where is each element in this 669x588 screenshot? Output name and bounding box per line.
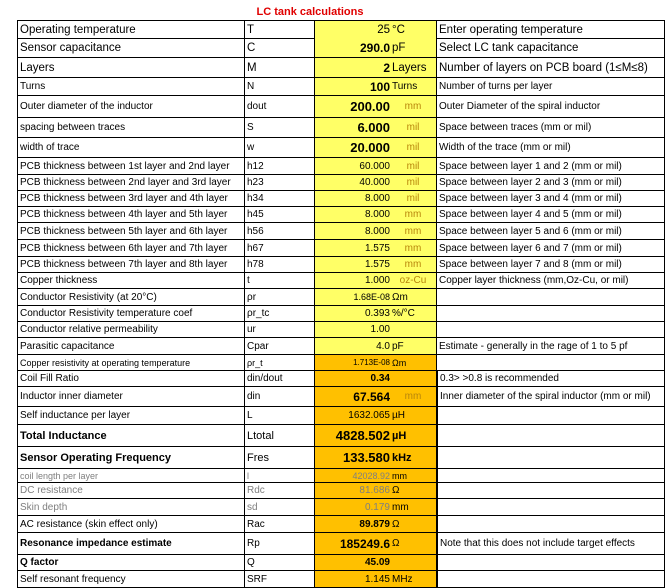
row-symbol: M	[245, 58, 315, 78]
row-unit: mm	[391, 499, 437, 516]
table-row	[17, 118, 665, 138]
table-row	[17, 338, 665, 355]
row-value-cell[interactable]: 67.564	[315, 387, 391, 407]
table-row	[17, 78, 665, 96]
table-row	[17, 158, 665, 175]
row-label: PCB thickness between 7th layer and 8th layer	[17, 257, 245, 273]
row-value-cell[interactable]: 81.686	[315, 483, 391, 499]
row-unit: mil	[391, 138, 437, 158]
row-value-cell[interactable]: 0.34	[315, 371, 391, 387]
row-unit: oz-Cu	[391, 273, 437, 289]
row-note	[437, 322, 665, 338]
table-row	[17, 407, 665, 425]
row-unit: µH	[391, 407, 437, 425]
row-symbol: t	[245, 273, 315, 289]
table-row	[17, 175, 665, 191]
row-symbol: SRF	[245, 571, 315, 588]
row-unit: mm	[391, 257, 437, 273]
row-label: spacing between traces	[17, 118, 245, 138]
row-note: Enter operating temperature	[437, 21, 665, 39]
row-value-cell[interactable]: 1.68E-08	[315, 289, 391, 306]
row-unit: mil	[391, 175, 437, 191]
row-symbol: dout	[245, 96, 315, 118]
row-label: Total Inductance	[17, 425, 245, 447]
row-unit: Ωm	[391, 289, 437, 306]
row-note: Space between layer 3 and 4 (mm or mil)	[437, 191, 665, 207]
row-unit: %/°C	[391, 306, 437, 322]
row-note: Space between layer 6 and 7 (mm or mil)	[437, 240, 665, 257]
row-symbol: h45	[245, 207, 315, 223]
row-symbol: h12	[245, 158, 315, 175]
row-value-cell[interactable]: 1.713E-08	[315, 355, 391, 371]
table-row	[17, 138, 665, 158]
table-row	[17, 387, 665, 407]
row-value-cell[interactable]: 0.179	[315, 499, 391, 516]
row-note: Space between layer 1 and 2 (mm or mil)	[437, 158, 665, 175]
row-unit: Ω	[391, 533, 437, 555]
row-unit: °C	[391, 21, 437, 39]
row-symbol: N	[245, 78, 315, 96]
row-value-cell[interactable]: 1632.065	[315, 407, 391, 425]
row-note: Space between layer 7 and 8 (mm or mil)	[437, 257, 665, 273]
row-label: Layers	[17, 58, 245, 78]
row-note	[437, 469, 665, 483]
row-unit: mm	[391, 96, 437, 118]
row-note: Outer Diameter of the spiral inductor	[437, 96, 665, 118]
row-symbol: T	[245, 21, 315, 39]
row-value-cell[interactable]: 1.575	[315, 257, 391, 273]
row-symbol: din/dout	[245, 371, 315, 387]
row-note: Inner diameter of the spiral inductor (mm or mil)	[437, 387, 665, 407]
row-value-cell[interactable]: 100	[315, 78, 391, 96]
row-unit: Ω	[391, 483, 437, 499]
table-row	[17, 499, 665, 516]
table-row	[17, 469, 665, 483]
table-row	[17, 20, 665, 39]
table-row	[17, 257, 665, 273]
row-note: Number of turns per layer	[437, 78, 665, 96]
table-row	[17, 355, 665, 371]
row-value-cell[interactable]: 290.0	[315, 38, 391, 58]
table-row	[17, 516, 665, 533]
row-note: Space between traces (mm or mil)	[437, 118, 665, 138]
row-note: Estimate - generally in the rage of 1 to 5 pf	[437, 338, 665, 355]
row-value-cell[interactable]: 8.000	[315, 191, 391, 207]
row-symbol: L	[245, 407, 315, 425]
row-unit: pF	[391, 338, 437, 355]
row-symbol: w	[245, 138, 315, 158]
row-label: Conductor relative permeability	[17, 322, 245, 338]
table-row	[17, 58, 665, 78]
row-symbol: Rp	[245, 533, 315, 555]
row-unit: kHz	[391, 447, 437, 469]
row-value-cell[interactable]: 40.000	[315, 175, 391, 191]
row-symbol: h78	[245, 257, 315, 273]
row-value-cell[interactable]: 8.000	[315, 223, 391, 240]
row-value-cell[interactable]: 1.575	[315, 240, 391, 257]
row-note	[437, 516, 665, 533]
row-value-cell[interactable]: 0.393	[315, 306, 391, 322]
row-note	[437, 447, 665, 469]
table-row	[17, 38, 665, 58]
sheet-title: LC tank calculations	[256, 6, 364, 18]
row-value-cell[interactable]: 2	[315, 58, 391, 78]
row-symbol: l	[245, 469, 315, 483]
row-label: Conductor Resistivity temperature coef	[17, 306, 245, 322]
row-note	[437, 289, 665, 306]
row-label: PCB thickness between 3rd layer and 4th layer	[17, 191, 245, 207]
row-symbol: Rac	[245, 516, 315, 533]
row-label: Operating temperature	[17, 21, 245, 39]
row-symbol: C	[245, 38, 315, 58]
row-symbol: Ltotal	[245, 425, 315, 447]
row-symbol: Fres	[245, 447, 315, 469]
row-unit: mil	[391, 118, 437, 138]
row-unit: MHz	[391, 571, 437, 588]
row-value-cell[interactable]: 42028.92	[315, 469, 391, 483]
row-label: PCB thickness between 4th layer and 5th layer	[17, 207, 245, 223]
row-symbol: h67	[245, 240, 315, 257]
row-unit: mm	[391, 469, 437, 483]
row-unit: Turns	[391, 78, 437, 96]
row-symbol: h34	[245, 191, 315, 207]
row-note: Select LC tank capacitance	[437, 38, 665, 58]
row-label: Conductor Resistivity (at 20°C)	[17, 289, 245, 306]
row-note: Width of the trace (mm or mil)	[437, 138, 665, 158]
row-symbol: sd	[245, 499, 315, 516]
table-row	[17, 273, 665, 289]
row-note	[437, 499, 665, 516]
row-value-cell[interactable]: 60.000	[315, 158, 391, 175]
row-label: Sensor Operating Frequency	[17, 447, 245, 469]
row-label: AC resistance (skin effect only)	[17, 516, 245, 533]
row-label: width of trace	[17, 138, 245, 158]
row-value-cell[interactable]: 133.580	[315, 447, 391, 469]
row-unit	[391, 371, 437, 387]
row-value-cell[interactable]: 200.00	[315, 96, 391, 118]
table-row	[17, 483, 665, 499]
row-note	[437, 483, 665, 499]
row-note: Space between layer 4 and 5 (mm or mil)	[437, 207, 665, 223]
row-unit: mil	[391, 191, 437, 207]
table-row	[17, 223, 665, 240]
row-note	[437, 355, 665, 371]
row-unit: Ω	[391, 516, 437, 533]
row-note	[437, 555, 665, 571]
table-row	[17, 207, 665, 223]
row-label: PCB thickness between 6th layer and 7th layer	[17, 240, 245, 257]
table-row	[17, 425, 665, 447]
row-value-cell[interactable]: 4.0	[315, 338, 391, 355]
row-unit: Layers	[391, 58, 437, 78]
table-row	[17, 371, 665, 387]
row-label: Copper resistivity at operating temperature	[17, 355, 245, 371]
row-note	[437, 571, 665, 588]
row-label: Q factor	[17, 555, 245, 571]
row-unit: mm	[391, 207, 437, 223]
row-symbol: h23	[245, 175, 315, 191]
row-unit: µH	[391, 425, 437, 447]
row-label: Turns	[17, 78, 245, 96]
row-value-cell[interactable]: 6.000	[315, 118, 391, 138]
row-note: Copper layer thickness (mm,Oz-Cu, or mil)	[437, 273, 665, 289]
row-unit: mm	[391, 223, 437, 240]
row-label: Inductor inner diameter	[17, 387, 245, 407]
row-symbol: din	[245, 387, 315, 407]
row-value-cell[interactable]: 185249.6	[315, 533, 391, 555]
row-unit: mm	[391, 240, 437, 257]
row-value-cell[interactable]: 1.000	[315, 273, 391, 289]
row-label: Outer diameter of the inductor	[17, 96, 245, 118]
row-label: Skin depth	[17, 499, 245, 516]
row-value-cell[interactable]: 20.000	[315, 138, 391, 158]
row-label: Resonance impedance estimate	[17, 533, 245, 555]
table-row	[17, 240, 665, 257]
row-value-cell[interactable]: 1.00	[315, 322, 391, 338]
row-note: 0.3> >0.8 is recommended	[437, 371, 665, 387]
row-value-cell[interactable]: 1.145	[315, 571, 391, 588]
row-label: Copper thickness	[17, 273, 245, 289]
row-label: Self inductance per layer	[17, 407, 245, 425]
row-symbol: ρr	[245, 289, 315, 306]
row-note: Space between layer 2 and 3 (mm or mil)	[437, 175, 665, 191]
row-note: Number of layers on PCB board (1≤M≤8)	[437, 58, 665, 78]
row-unit	[391, 322, 437, 338]
row-value-cell[interactable]: 89.879	[315, 516, 391, 533]
row-unit: mil	[391, 158, 437, 175]
row-value-cell[interactable]: 45.09	[315, 555, 391, 571]
row-unit	[391, 555, 437, 571]
table-row	[17, 289, 665, 306]
table-row	[17, 533, 665, 555]
row-note: Note that this does not include target effects	[437, 533, 665, 555]
row-symbol: h56	[245, 223, 315, 240]
table-row	[17, 191, 665, 207]
row-symbol: S	[245, 118, 315, 138]
row-symbol: ur	[245, 322, 315, 338]
row-label: PCB thickness between 1st layer and 2nd layer	[17, 158, 245, 175]
row-label: coil length per layer	[17, 469, 245, 483]
row-symbol: Q	[245, 555, 315, 571]
table-row	[17, 322, 665, 338]
row-note	[437, 407, 665, 425]
row-value-cell[interactable]: 25	[315, 21, 391, 39]
row-label: Self resonant frequency	[17, 571, 245, 588]
row-label: DC resistance	[17, 483, 245, 499]
row-symbol: ρr_tc	[245, 306, 315, 322]
row-value-cell[interactable]: 8.000	[315, 207, 391, 223]
row-label: Parasitic capacitance	[17, 338, 245, 355]
row-unit: pF	[391, 38, 437, 58]
row-symbol: Rdc	[245, 483, 315, 499]
row-label: PCB thickness between 2nd layer and 3rd layer	[17, 175, 245, 191]
row-symbol: Cpar	[245, 338, 315, 355]
table-row	[17, 555, 665, 571]
row-note	[437, 425, 665, 447]
row-symbol: ρr_t	[245, 355, 315, 371]
table-row	[17, 571, 665, 588]
table-row	[17, 96, 665, 118]
row-label: PCB thickness between 5th layer and 6th layer	[17, 223, 245, 240]
row-label: Sensor capacitance	[17, 38, 245, 58]
table-row	[17, 447, 665, 469]
row-value-cell[interactable]: 4828.502	[315, 425, 391, 447]
row-unit: mm	[391, 387, 437, 407]
row-label: Coil Fill Ratio	[17, 371, 245, 387]
table-row	[17, 306, 665, 322]
row-unit: Ωm	[391, 355, 437, 371]
row-note	[437, 306, 665, 322]
row-note: Space between layer 5 and 6 (mm or mil)	[437, 223, 665, 240]
